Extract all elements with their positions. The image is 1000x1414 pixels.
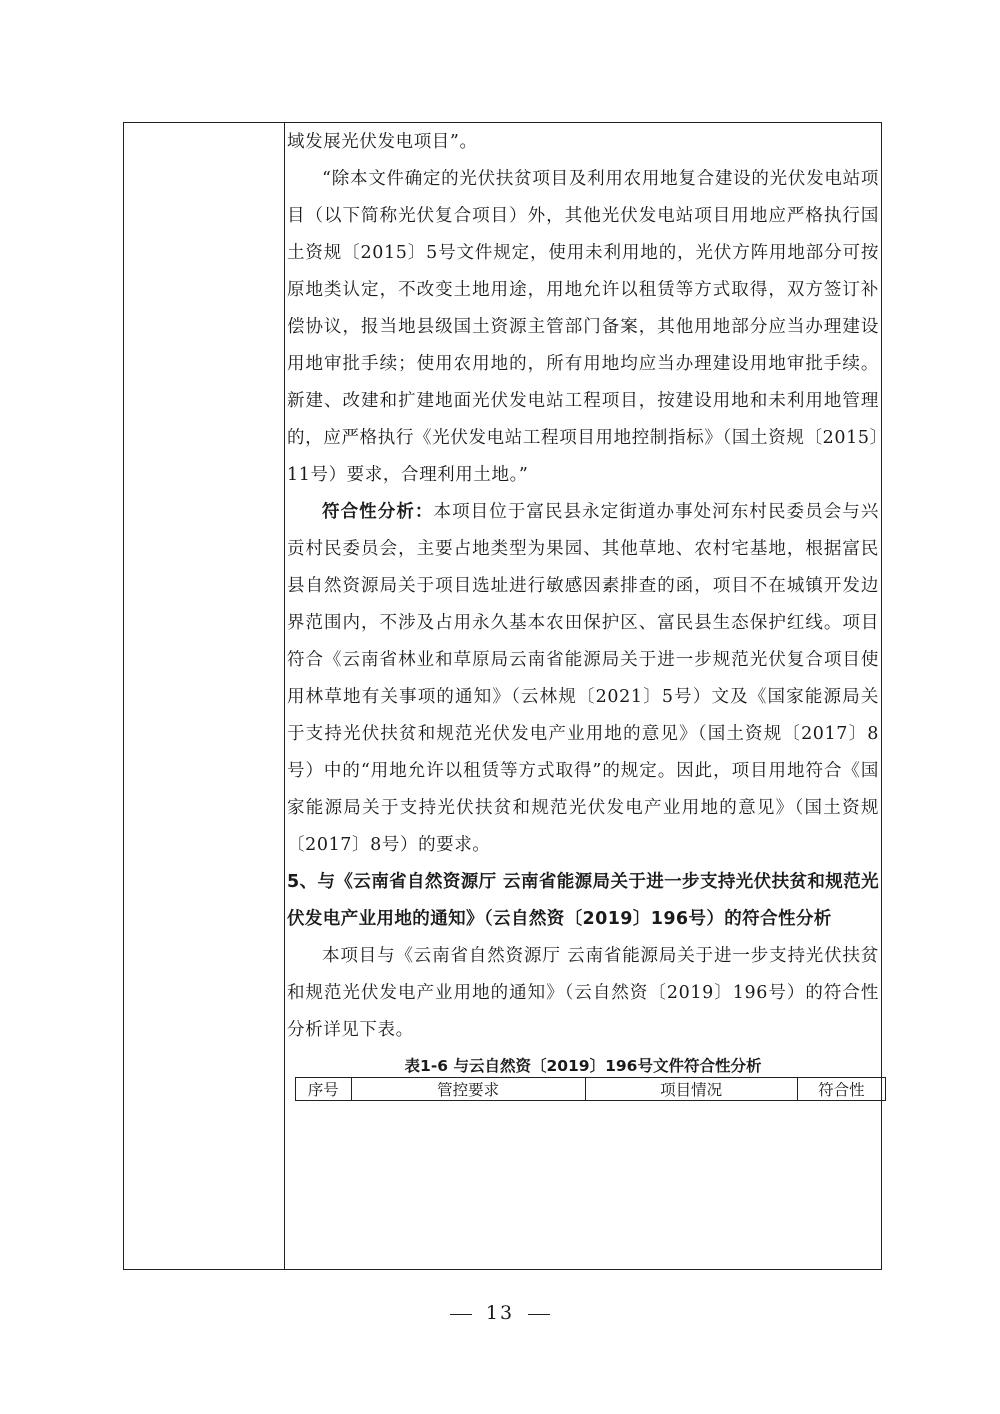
content-column: [285, 123, 881, 1269]
header-requirement: 管控要求: [351, 1078, 585, 1101]
compliance-table: [295, 1077, 886, 1101]
page-footer: [0, 1302, 1000, 1324]
paragraph-quote: “除本文件确定的光伏扶贫项目及利用农用地复合建设的光伏发电站项目（以下简称光伏复合项目）外，其他光伏发电站项目用地应严格执行国土资规〔2015〕5号文件规定，使用未利用地的，光伏方阵用地部分可按原地类认定，不改变土地用途，用地允许以租赁等方式取得，双方签订补偿协议，报当地县级国土资源主管部门备案，其他用地部分应当办理建设用地审批手续；使用农用地的，所有用地均应当办理建设用地审批手续。新建、改建和扩建地面光伏发电站工程项目，按建设用地和未利用地管理的，应严格执行《光伏发电站工程项目用地控制指标》（国土资规〔2015〕11号）要求，合理利用土地。”: [287, 169, 879, 485]
section-heading: 5、与《云南省自然资源厅 云南省能源局关于进一步支持光伏扶贫和规范光伏发电产业用地的通知》（云自然资〔2019〕196号）的符合性分析: [287, 872, 879, 929]
dash-left: [450, 1314, 472, 1315]
analysis-text: 本项目位于富民县永定街道办事处河东村民委员会与兴贡村民委员会，主要占地类型为果园、其他草地、农村宅基地，根据富民县自然资源局关于项目选址进行敏感因素排查的函，项目不在城镇开发边界范围内，不涉及占用永久基本农田保护区、富民县生态保护红线。项目符合《云南省林业和草原局云南省能源局关于进一步规范光伏复合项目使用林草地有关事项的通知》（云林规〔2021〕5号）文及《国家能源局关于支持光伏扶贫和规范光伏发电产业用地的意见》（国土资规〔2017〕8号）中的“用地允许以租赁等方式取得”的规定。因此，项目用地符合《国家能源局关于支持光伏扶贫和规范光伏发电产业用地的意见》（国土资规〔2017〕8号）的要求。: [287, 502, 879, 855]
analysis-lead: 符合性分析：: [322, 502, 434, 522]
document-frame: [123, 122, 882, 1270]
header-index: 序号: [296, 1078, 352, 1101]
paragraph-analysis: [287, 494, 879, 864]
table-caption: 表1-6 与云自然资〔2019〕196号文件符合性分析: [404, 1057, 762, 1075]
table-header-row: [296, 1078, 886, 1101]
dash-right: [528, 1314, 550, 1315]
paragraph-continuation: 域发展光伏发电项目”。: [287, 132, 478, 152]
header-project-status: 项目情况: [585, 1078, 797, 1101]
header-compliance: 符合性: [797, 1078, 885, 1101]
paragraph-section-intro: 本项目与《云南省自然资源厅 云南省能源局关于进一步支持光伏扶贫和规范光伏发电产业用地的通知》（云自然资〔2019〕196号）的符合性分析详见下表。: [287, 946, 879, 1040]
page-number: 13: [485, 1302, 515, 1324]
